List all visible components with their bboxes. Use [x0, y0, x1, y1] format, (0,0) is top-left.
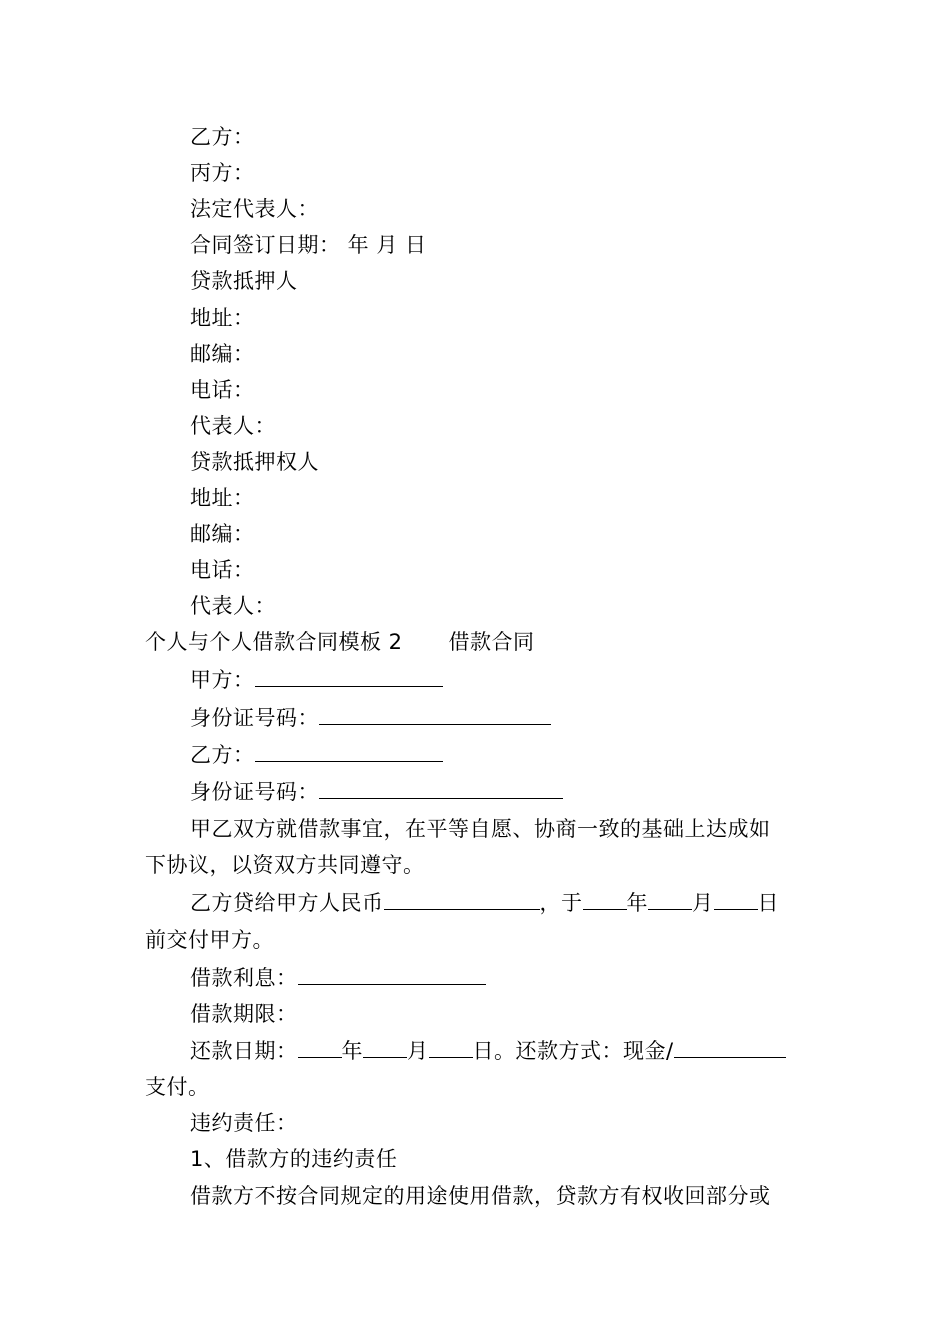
repay-day-blank	[429, 1037, 473, 1058]
id-number-label-2: 身份证号码：	[190, 780, 319, 804]
loan-amount-blank	[384, 889, 540, 910]
field-postcode: 邮编：	[190, 342, 255, 366]
loan-day-label: 日	[757, 891, 779, 915]
loan-comma-text: ，于	[539, 891, 583, 915]
intro-paragraph-line-2: 下协议，以资双方共同遵守。	[145, 853, 425, 877]
field-address-2: 地址：	[190, 486, 255, 510]
party-a-blank	[255, 666, 443, 687]
breach-text: 借款方不按合同规定的用途使用借款，贷款方有权收回部分或	[190, 1184, 771, 1208]
field-mortgagee: 贷款抵押权人	[190, 450, 319, 474]
breach-item-1: 1、借款方的违约责任	[190, 1147, 398, 1171]
contract-title: 借款合同	[448, 630, 535, 654]
repay-month-label: 月	[407, 1039, 429, 1063]
party-b-line	[190, 741, 443, 768]
id-number-line	[190, 704, 551, 731]
interest-label: 借款利息：	[190, 966, 298, 990]
repay-line-1	[190, 1037, 786, 1064]
loan-pre-text: 乙方贷给甲方人民币	[190, 891, 384, 915]
template-title-line	[145, 629, 535, 655]
repay-method-blank	[674, 1037, 786, 1058]
id-number-blank	[319, 704, 551, 725]
repay-method-text: 日。还款方式：现金/	[472, 1039, 674, 1063]
field-mortgagor: 贷款抵押人	[190, 269, 298, 293]
field-party-c: 丙方：	[190, 161, 255, 185]
repay-month-blank	[363, 1037, 407, 1058]
loan-year-label: 年	[626, 891, 648, 915]
field-postcode-2: 邮编：	[190, 522, 255, 546]
field-phone: 电话：	[190, 378, 255, 402]
repay-line-2: 支付。	[145, 1075, 210, 1099]
field-party-b: 乙方：	[190, 125, 255, 149]
template-title: 个人与个人借款合同模板 2	[145, 630, 403, 654]
id-number-line-2	[190, 778, 563, 805]
repay-year-blank	[298, 1037, 342, 1058]
loan-clause-line-1	[190, 889, 779, 916]
interest-line	[190, 964, 486, 991]
party-a-line	[190, 666, 443, 693]
id-number-label: 身份证号码：	[190, 706, 319, 730]
loan-month-label: 月	[692, 891, 714, 915]
party-b-label: 乙方：	[190, 743, 255, 767]
intro-paragraph-line-1: 甲乙双方就借款事宜，在平等自愿、协商一致的基础上达成如	[190, 817, 771, 841]
repay-date-label: 还款日期：	[190, 1039, 298, 1063]
loan-year-blank	[583, 889, 627, 910]
id-number-blank-2	[319, 778, 563, 799]
term-line: 借款期限：	[190, 1002, 298, 1026]
party-a-label: 甲方：	[190, 668, 255, 692]
field-representative: 代表人：	[190, 414, 276, 438]
field-legal-rep: 法定代表人：	[190, 197, 319, 221]
field-sign-date: 合同签订日期： 年 月 日	[190, 233, 427, 257]
interest-blank	[298, 964, 486, 985]
loan-month-blank	[648, 889, 692, 910]
repay-year-label: 年	[341, 1039, 363, 1063]
party-b-blank	[255, 741, 443, 762]
field-representative-2: 代表人：	[190, 594, 276, 618]
loan-day-blank	[714, 889, 758, 910]
field-address: 地址：	[190, 306, 255, 330]
loan-clause-line-2: 前交付甲方。	[145, 928, 274, 952]
field-phone-2: 电话：	[190, 558, 255, 582]
breach-label: 违约责任：	[190, 1111, 298, 1135]
